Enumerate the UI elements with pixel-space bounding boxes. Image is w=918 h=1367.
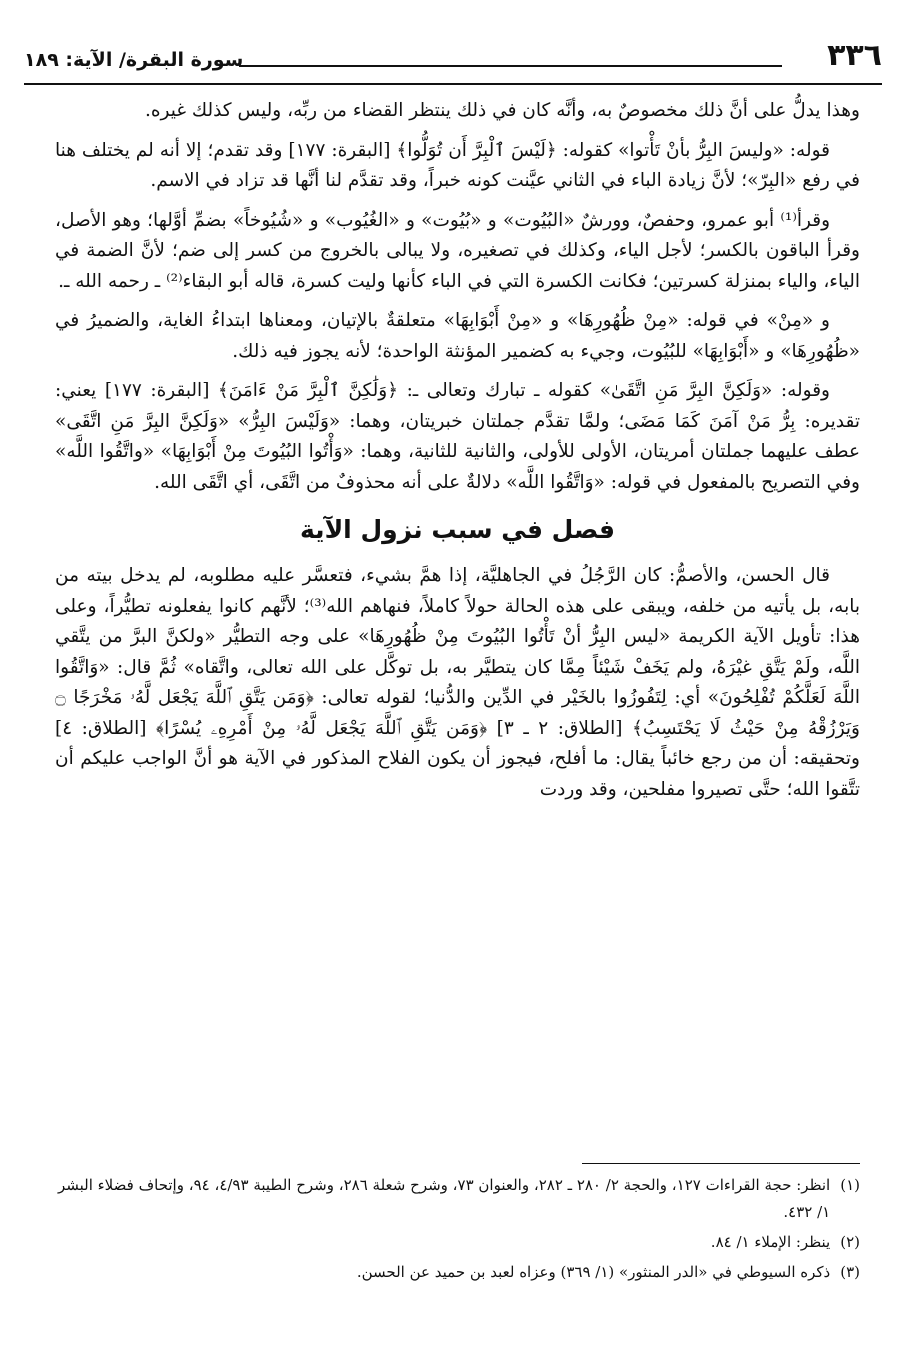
header-line (239, 65, 782, 67)
footnote-number: (١) (840, 1176, 860, 1194)
footnote-text: انظر: حجة القراءات ١٢٧، والحجة ٢/ ٢٨٠ ـ ٢٨٢، والعنوان ٧٣، وشرح شعلة ٢٨٦، وشرح الطيبة ٤/٩٣، ٩٤، وإتحاف فضلاء البشر ١/ ٤٣٢. (57, 1176, 831, 1221)
footnote-number: (٢) (840, 1233, 860, 1251)
paragraph: وقوله: «وَلَكِنَّ البِرَّ مَنِ اتَّقَىٰ» كقوله ـ تبارك وتعالى ـ: ﴿وَلَٰكِنَّ ٱلْبِرَّ مَنْ ءَامَنَ﴾ [البقرة: ١٧٧] يعني: تقديره: بِرُّ مَنْ آمَنَ كَمَا مَضَى؛ ولمَّا تقدَّم جملتان خبريتان، وهما: «وَلَيْسَ البِرُّ» «وَلَكِنَّ البِرَّ مَنِ اتَّقَى» عطف عليهما جملتان أمريتان، الأولى للأولى، والثانية للثانية، وهما: «وَأْتُوا البُيُوتَ مِنْ أَبْوَابِهَا» «واتَّقُوا اللَّه» وفي التصريح بالمفعول في قوله: «وَاتَّقُوا اللَّه» دلالةٌ على أنه محذوفٌ من اتَّقَى، أي اتَّقَى الله. (55, 380, 860, 493)
paragraph: وهذا يدلُّ على أنَّ ذلك مخصوصٌ به، وأنَّه كان في ذلك ينتظر القضاء من ربِّه، وليس كذلك غيره. (144, 100, 860, 121)
paragraph: وقرأ⁽¹⁾ أبو عمرو، وحفصٌ، وورشٌ «البُيُوت» و «بُيُوت» و «الغُيُوب» و «شُيُوخاً» بضمِّ أوَّلها؛ وهو الأصل، وقرأ الباقون بالكسر؛ لأجل الياء، وكذلك في تصغيره، ولا يبالى بالخروج من كسر إلى ضم؛ لأنَّ الضمة في الياء، والياء بمنزلة كسرتين؛ فكانت الكسرة التي في الباء كأنها وليت كسرة، قاله أبو البقاء⁽²⁾ ـ رحمه الله ـ. (55, 209, 860, 292)
footnote-text: ينظر: الإملاء ١/ ٨٤. (710, 1233, 831, 1251)
paragraph: و «مِنْ» في قوله: «مِنْ ظُهُورِهَا» و «مِنْ أَبْوَابِهَا» متعلقةٌ بالإتيان، ومعناها ابتداءُ الغاية، والضميرُ في «ظُهُورِهَا» و «أَبْوَابِهَا» للبُيُوت، وجيء به كضمير المؤنثة الواحدة؛ لأنه يجوز فيه ذلك. (55, 310, 860, 362)
footnote-rule (582, 1163, 860, 1164)
running-head: سورة البقرة/ الآية: ١٨٩ (24, 49, 244, 71)
page-number: ٣٣٦ (827, 38, 882, 73)
header-rule (24, 83, 882, 85)
paragraph: قال الحسن، والأصمُّ: كان الرَّجُلُ في الجاهليَّة، إذا همَّ بشيء، فتعسَّر عليه مطلوبه، لم يدخل بيته من بابه، بل يأتيه من خلفه، ويبقى على هذه الحالة حولاً كاملاً، فنهاهم الله⁽³⁾؛ لأنَّهم كانوا يفعلونه تطيُّراً، وعلى هذا: تأويل الآية الكريمة «ليس البِرُّ أنْ تَأْتُوا البُيُوتَ مِنْ ظُهُورِهَا» على وجه التطيُّر «ولكنَّ البرَّ من يتَّقي اللَّه، ولَمْ يَتَّقِ غيْرَهُ، ولم يَخَفْ شَيْئاً مِمَّا كان يتطيَّر به، بل توكَّل على الله تعالى، واتَّقاه» ثُمَّ قال: «وَاتَّقُوا اللَّهَ لَعَلَّكُمْ تُفْلِحُونَ» أي: لِتَفُوزُوا بالخَيْر في الدِّين والدُّنيا؛ لقوله تعالى: ﴿وَمَن يَتَّقِ ٱللَّهَ يَجْعَل لَّهُۥ مَخْرَجًا ۝ وَيَرْزُقْهُ مِنْ حَيْثُ لَا يَحْتَسِبُ﴾ [الطلاق: ٢ ـ ٣] ﴿وَمَن يَتَّقِ ٱللَّهَ يَجْعَل لَّهُۥ مِنْ أَمْرِهِۦ يُسْرًا﴾ [الطلاق: ٤] وتحقيقه: أن من رجع خائباً يقال: ما أفلح، فيجوز أن يكون الفلاح المذكور في الآية هو أنَّ الواجب عليكم أن تتَّقوا الله؛ حتَّى تصيروا مفلحين، وقد وردت (55, 565, 861, 800)
paragraph: قوله: «وليسَ البِرُّ بأنْ تَأْتوا» كقوله: ﴿لَيْسَ ٱلْبِرَّ أَن تُوَلُّوا﴾ [البقرة: ١٧٧] وقد تقدم؛ إلا أنه لم يختلف هنا في رفع «البِرّ»؛ لأنَّ زيادة الباء في الثاني عيَّنت كونه خبراً، وقد تقدَّم لنا أنَّها قد تزاد في الاسم. (55, 139, 860, 191)
footnote (55, 1172, 860, 1226)
footnote (55, 1259, 860, 1286)
footnotes (55, 1172, 860, 1289)
footnote (55, 1229, 860, 1256)
footnote-number: (٣) (840, 1263, 860, 1281)
footnote-text: ذكره السيوطي في «الدر المنثور» (١/ ٣٦٩) وعزاه لعبد بن حميد عن الحسن. (356, 1263, 831, 1281)
main-text (55, 96, 860, 814)
page-header (24, 40, 882, 80)
section-heading: فصل في سبب نزول الآية (300, 515, 615, 544)
